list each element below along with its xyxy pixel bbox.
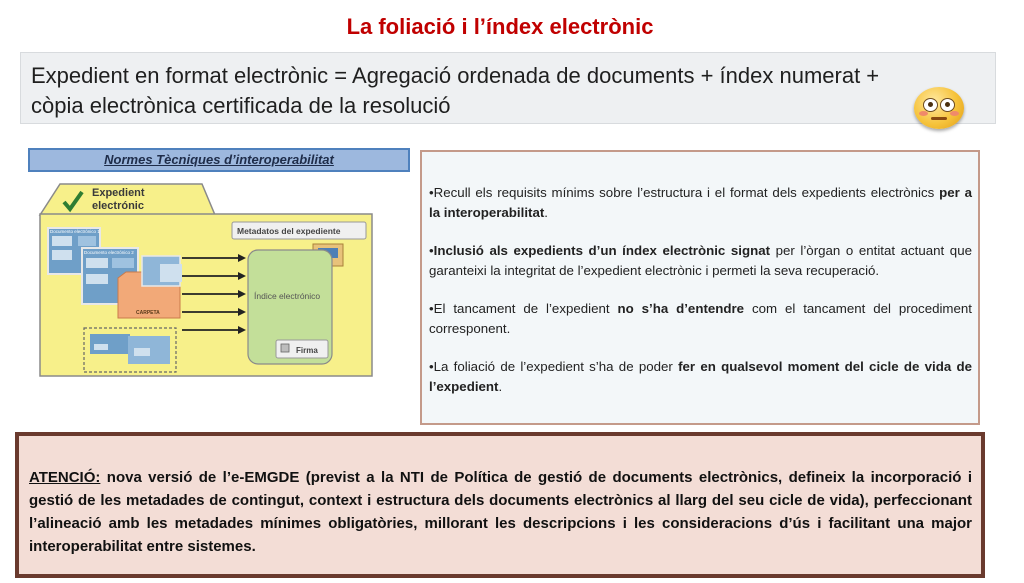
doc2-label: Documento electrónico 2 — [84, 250, 134, 255]
folder-title-2: electrónic — [92, 200, 144, 212]
definition-box — [20, 52, 996, 124]
nti-title-bar — [28, 148, 410, 172]
attention-box — [15, 432, 985, 578]
doc1-label: Documento electrónico 1 — [50, 229, 100, 234]
attention-lead: ATENCIÓ: — [29, 469, 101, 486]
firma-label: Firma — [296, 346, 318, 355]
nti-points-box — [420, 150, 980, 425]
point-4: •La foliació de l’expedient s’ha de poder fer en qualsevol moment del cicle de vida de l’expedient. — [429, 359, 972, 394]
expedient-diagram — [30, 178, 385, 378]
folder-title-1: Expedient — [92, 187, 145, 199]
point-2: •Inclusió als expedients d’un índex electrònic signat per l’òrgan o entitat actuant que garanteixi la integritat de l’expedient electrònic i permeti la seva recuperació. — [429, 243, 972, 278]
attention-text — [29, 466, 972, 558]
index-label: Índice electrónico — [254, 291, 321, 301]
definition-text: Expedient en format electrònic = Agregació ordenada de documents + índex numerat + còpia electrònica certificada de la resolució — [31, 63, 880, 118]
slide-title: La foliació i l’índex electrònic — [346, 14, 654, 39]
nti-title-label: Normes Tècniques d’interoperabilitat — [104, 152, 334, 167]
flushed-face-icon — [914, 87, 964, 129]
point-3: •El tancament de l’expedient no s’ha d’entendre com el tancament del procediment corresponent. — [429, 301, 972, 336]
lock-icon — [281, 344, 289, 352]
metadata-label: Metadatos del expediente — [237, 226, 341, 236]
attention-body: nova versió de l’e-EMGDE (previst a la NTI de Política de gestió de documents electrònics, defineix la incorporació i gestió de les metadades de contingut, context i estructura dels documents electrònics al llarg del seu cicle de vida), perfeccionant l’alineació amb les metadades mínimes obligatòries, millorant les descripcions i les consideracions d’ús i facilitant una major interoperabilitat entre sistemes. — [29, 469, 972, 555]
carpeta-label: CARPETA — [136, 310, 160, 316]
point-1: •Recull els requisits mínims sobre l’estructura i el format dels expedients electrònics per a la interoperabilitat. — [429, 185, 972, 220]
